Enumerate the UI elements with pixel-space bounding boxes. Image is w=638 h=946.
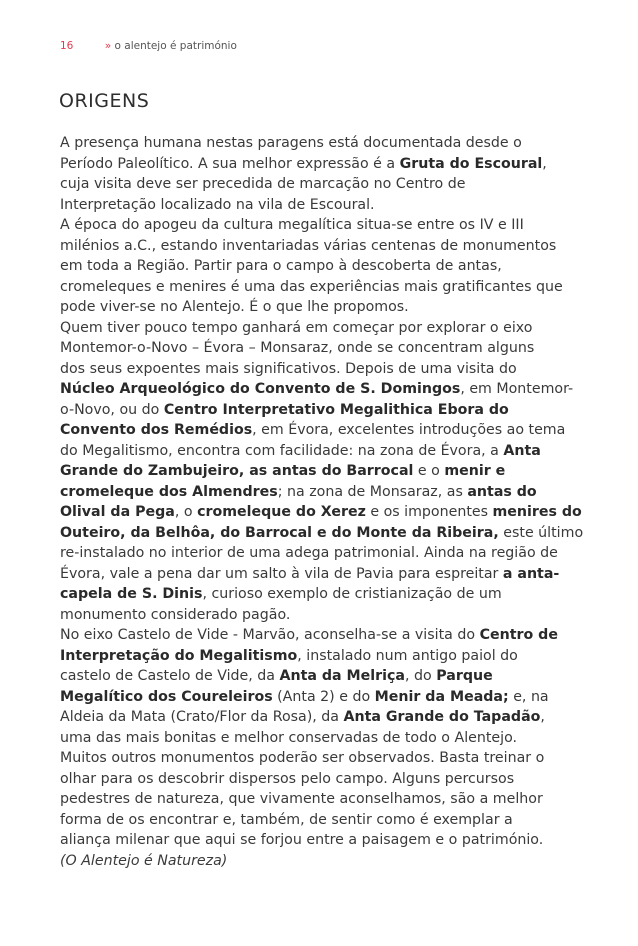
text-line	[60, 338, 535, 359]
highlighted-place: Anta Grande do Tapadão	[343, 709, 541, 725]
highlighted-place: antas do	[467, 483, 537, 500]
highlighted-place: cromeleque dos Almendres	[60, 483, 278, 500]
text-line	[60, 359, 522, 380]
text-run: Montemor-o-Novo – Évora – Monsaraz, onde se concentram alguns	[60, 340, 535, 356]
text-run: A época do apogeu da cultura megalítica situa-se entre os IV e III	[60, 217, 524, 233]
text-run: , em Montemor-	[460, 381, 574, 397]
text-run: , curioso exemplo de cristianização de um	[202, 586, 502, 602]
text-line	[60, 625, 558, 646]
text-line	[60, 707, 545, 728]
text-line	[60, 256, 522, 277]
text-run: e os imponentes	[365, 504, 493, 520]
paragraph	[60, 133, 584, 851]
text-run: ,	[542, 155, 547, 172]
text-run: (Anta 2) e do	[272, 688, 375, 705]
highlighted-place: menir e	[444, 463, 506, 479]
text-line	[60, 461, 522, 482]
text-line	[60, 236, 557, 257]
text-run: dos seus expoentes mais significativos. Depois de uma visita do	[60, 360, 517, 377]
running-header	[60, 40, 237, 52]
text-run: No eixo Castelo de Vide - Marvão, aconselha-se a visita do	[60, 627, 480, 643]
text-line	[60, 482, 537, 503]
text-line	[60, 133, 522, 154]
text-line	[60, 441, 541, 462]
text-run: Muitos outros monumentos poderão ser observados. Basta treinar o	[60, 750, 545, 766]
text-line	[60, 830, 544, 851]
text-run: milénios a.C., estando inventariadas várias centenas de monumentos	[60, 237, 557, 254]
highlighted-place: Megalítico dos Coureleiros	[60, 688, 273, 705]
text-line	[60, 400, 522, 421]
text-line	[60, 666, 522, 687]
text-run: este último	[498, 524, 584, 541]
text-run: olhar para os descobrir dispersos pelo campo. Alguns percursos	[60, 770, 515, 787]
text-run: e, na	[508, 688, 549, 705]
text-line	[60, 564, 560, 585]
text-line	[60, 195, 522, 216]
text-run: A presença humana nestas paragens está documentada desde o	[60, 135, 522, 151]
highlighted-place: Menir da Meada;	[374, 688, 509, 705]
text-line	[60, 605, 522, 626]
text-line	[60, 297, 522, 318]
text-run: monumento considerado pagão.	[60, 606, 291, 623]
text-line	[60, 687, 549, 708]
highlighted-place: Centro Interpretativo Megalithica Ebora do	[163, 401, 509, 418]
text-run: forma de os encontrar e, também, de sentir como é exemplar a	[60, 811, 513, 828]
highlighted-place: Núcleo Arqueológico do Convento de S. Domingos	[60, 381, 461, 397]
text-run: , do	[405, 668, 437, 684]
section-name-text: o alentejo é património	[114, 40, 237, 52]
text-run: Interpretação localizado na vila de Escoural.	[60, 196, 375, 213]
section-marker: »	[104, 40, 112, 52]
text-run: uma das mais bonitas e melhor conservadas de todo o Alentejo.	[60, 729, 518, 746]
text-line	[60, 318, 533, 339]
highlighted-place: cromeleque do Xerez	[197, 504, 366, 520]
text-run: pedestres de natureza, que vivamente aconselhamos, são a melhor	[60, 791, 543, 807]
text-run: pode viver-se no Alentejo. É o que lhe propomos.	[60, 299, 409, 315]
text-line	[60, 543, 558, 564]
text-line	[60, 420, 566, 441]
text-run: o-Novo, ou do	[60, 401, 164, 418]
text-line	[60, 215, 522, 236]
text-line	[60, 584, 522, 605]
text-line	[60, 174, 522, 195]
text-run: ; na zona de Monsaraz, as	[277, 483, 468, 500]
highlighted-place: Centro de	[479, 627, 558, 643]
text-line	[60, 277, 563, 298]
highlighted-place: Gruta do Escoural	[399, 155, 543, 172]
highlighted-place: Anta da Melriça	[279, 668, 406, 684]
section-title: ORIGENS	[59, 90, 150, 112]
body-text	[60, 133, 584, 871]
text-run: , o	[174, 504, 198, 520]
text-run: Évora, vale a pena dar um salto à vila de Pavia para espreitar	[60, 565, 503, 582]
text-line	[60, 154, 547, 175]
text-run: re-instalado no interior de uma adega patrimonial. Ainda na região de	[60, 545, 558, 561]
section-name	[105, 40, 237, 52]
highlighted-place: Parque	[436, 668, 493, 684]
highlighted-place: Olival da Pega	[60, 504, 175, 520]
text-run: Período Paleolítico. A sua melhor expressão é a	[60, 155, 400, 172]
text-run: do Megalitismo, encontra com facilidade: na zona de Évora, a	[60, 442, 504, 459]
text-run: cuja visita deve ser precedida de marcação no Centro de	[60, 176, 466, 192]
highlighted-place: Interpretação do Megalitismo	[60, 647, 298, 664]
text-run: , em Évora, excelentes introduções ao tema	[252, 422, 566, 438]
highlighted-place: Anta	[503, 442, 541, 459]
text-line	[60, 810, 522, 831]
text-run: aliança milenar que aqui se forjou entre a paisagem e o património.	[60, 832, 544, 848]
text-run: e o	[413, 463, 445, 479]
text-run: em toda a Região. Partir para o campo à descoberta de antas,	[60, 258, 502, 274]
text-line	[60, 789, 543, 810]
text-line	[60, 523, 584, 544]
text-line	[60, 502, 582, 523]
text-run: , instalado num antigo paiol do	[297, 647, 518, 664]
text-line	[60, 728, 522, 749]
text-run: castelo de Castelo de Vide, da	[60, 668, 280, 684]
highlighted-place: a anta-	[502, 565, 560, 582]
highlighted-place: Outeiro, da Belhôa, do Barrocal e do Monte da Ribeira,	[60, 524, 499, 541]
text-line	[60, 769, 522, 790]
source-note: (O Alentejo é Natureza)	[60, 852, 228, 869]
text-line	[60, 748, 545, 769]
highlighted-place: capela de S. Dinis	[60, 586, 203, 602]
page-number: 16	[60, 40, 74, 52]
highlighted-place: Convento dos Remédios	[60, 422, 253, 438]
highlighted-place: Grande do Zambujeiro, as antas do Barrocal	[60, 463, 414, 479]
text-run: ,	[540, 709, 545, 725]
text-run: Quem tiver pouco tempo ganhará em começar por explorar o eixo	[60, 319, 533, 336]
text-line	[60, 646, 522, 667]
text-run: cromeleques e menires é uma das experiências mais gratificantes que	[60, 278, 563, 295]
text-line	[60, 379, 574, 400]
highlighted-place: menires do	[492, 504, 582, 520]
text-run: Aldeia da Mata (Crato/Flor da Rosa), da	[60, 709, 344, 725]
